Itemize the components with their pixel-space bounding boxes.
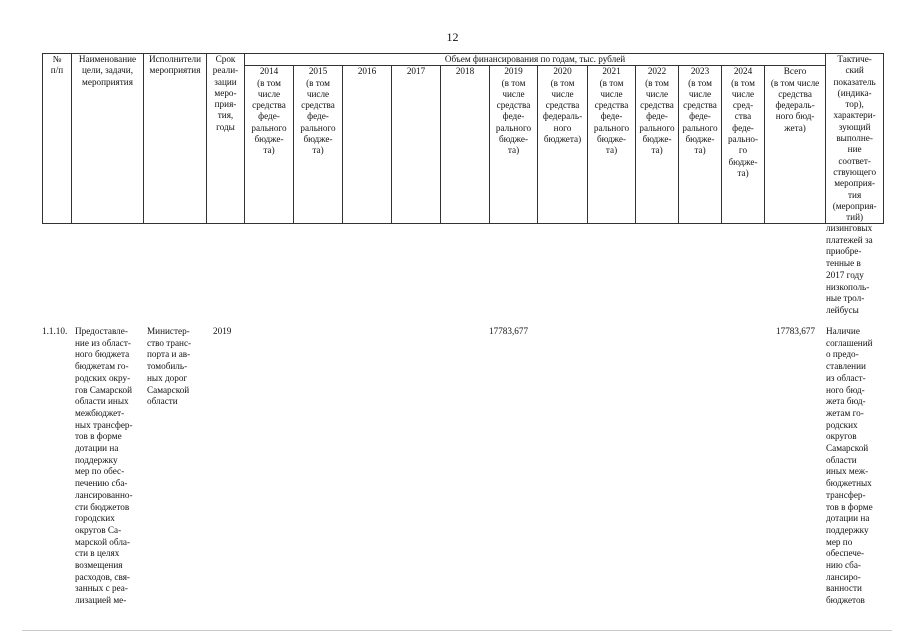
row-amount-total: 17783,677 (776, 326, 816, 336)
header-year-2018 (441, 66, 490, 224)
header-name: Наименование цели, задачи, мероприятия (72, 54, 144, 224)
header-year-2021 (588, 66, 636, 224)
header-year-2017 (392, 66, 441, 224)
continued-indicator-text: лизинговых платежей за приобре- тенные в 2017 году низкополь- ные трол- лейбусы (826, 223, 873, 315)
header-year-2019 (490, 66, 538, 224)
row-name: Предоставле- ние из област- ного бюджета бюджетам го- родских окру- гов Самарской области иных межбюджет- ных трансфер- тов в форме дотации на поддержку мер по обес- печению сба- лансированно- сти бюджетов городских округов Са- марской обла- сти в целях возмещения расходов, свя- занных с реа- лизацией ме- (75, 326, 133, 606)
year-label: Всего (783, 66, 807, 77)
year-label: 2014 (259, 66, 279, 77)
row-amount-2019: 17783,677 (489, 326, 529, 336)
year-label: 2017 (406, 66, 426, 77)
header-year-2014 (245, 66, 294, 224)
header-year-2020 (538, 66, 588, 224)
year-note: (в том числе средства феде- рального бюдже- та) (300, 77, 336, 156)
row-indicator: Наличие соглашений о предо- ставлении из област- ного бюд- жета бюд- жетам го- родских округов Самарской области иных меж- бюджетных трансфер- тов в форме дотации на поддержку мер по обеспече- нию сба- лансиро- ванности бюджетов (826, 326, 873, 606)
year-label: 2022 (647, 66, 667, 77)
year-note: (в том числе средства федераль- ного бюджета) (542, 77, 583, 145)
year-note: (в том числе средства феде- рального бюдже- та) (593, 77, 630, 156)
header-year-2022 (636, 66, 679, 224)
year-label: 2016 (357, 66, 377, 77)
header-term: Срок реали- зации меро- прия- тия, годы (207, 54, 245, 224)
year-label: 2023 (690, 66, 710, 77)
year-label: 2024 (733, 66, 753, 77)
page-bottom-line (22, 630, 892, 631)
year-note: (в том числе средства феде- рального бюдже- та) (639, 77, 675, 156)
year-note: (в том числе средства феде- рального бюдже- та) (495, 77, 532, 156)
header-year-2023 (679, 66, 722, 224)
header-year-2024 (722, 66, 765, 224)
year-note: (в том числе средства федераль- ного бюд- жета) (770, 77, 820, 133)
header-year-2016 (343, 66, 392, 224)
page-number: 12 (446, 30, 459, 44)
row-number: 1.1.10. (42, 326, 68, 336)
year-label: 2015 (308, 66, 328, 77)
header-year-2015 (294, 66, 343, 224)
year-note: (в том числе средства феде- рального бюдже- та) (682, 77, 718, 156)
year-label: 2018 (455, 66, 475, 77)
header-num: № п/п (43, 54, 72, 224)
row-term: 2019 (213, 326, 232, 336)
year-label: 2020 (553, 66, 572, 77)
header-indicator: Тактиче- ский показатель (индика- тор), характери- зующий выполне- ние соответ- ствующего мероприя- тия (мероприя- тий) (826, 54, 884, 224)
header-funding: Объем финансирования по годам, тыс. рублей (245, 54, 826, 66)
year-note: (в том числе сред- ства феде- рально- го бюдже- та) (727, 77, 759, 178)
row-executor: Министер- ство транс- порта и ав- томобиль- ных дорог Самарской области (147, 326, 192, 407)
year-label: 2021 (602, 66, 621, 77)
funding-table (42, 53, 884, 224)
header-total (765, 66, 826, 224)
year-note: (в том числе средства феде- рального бюдже- та) (251, 77, 287, 156)
year-label: 2019 (504, 66, 523, 77)
header-executor: Исполнители мероприятия (144, 54, 207, 224)
